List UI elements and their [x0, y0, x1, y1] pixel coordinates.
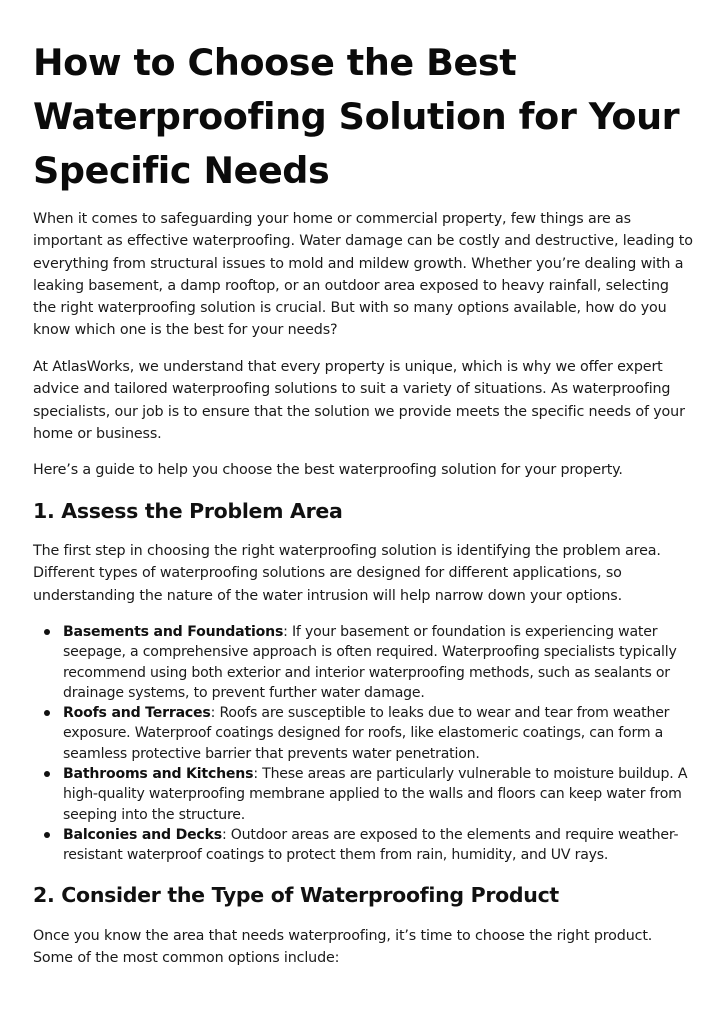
article-title: How to Choose the Best Waterproofing Solution for Your Specific Needs	[33, 41, 680, 192]
bullet-icon	[44, 710, 50, 716]
list-item	[33, 764, 693, 825]
list-item-text: : Outdoor areas are exposed to the elements and require weather-resistant waterproof coatings to protect them from rain, humidity, and UV rays.	[63, 826, 679, 864]
intro-paragraph-3: Here’s a guide to help you choose the best waterproofing solution for your property.	[33, 462, 623, 478]
list-item-text: : These areas are particularly vulnerable to moisture buildup. A high-quality waterproofing membrane applied to the walls and floors can keep water from seeping into the structure.	[63, 766, 688, 823]
list-item-term: Roofs and Terraces	[63, 705, 211, 722]
section-paragraph-assess: The first step in choosing the right waterproofing solution is identifying the problem area. Different types of waterproofing solutions are designed for different applications, so understanding the nature of the water intrusion will help narrow down your options.	[33, 543, 661, 604]
bullet-icon	[44, 832, 50, 838]
list-item	[33, 703, 693, 764]
section-paragraph-product-type: Once you know the area that needs waterproofing, it’s time to choose the right product. Some of the most common options include:	[33, 928, 653, 967]
intro-paragraph-2: At AtlasWorks, we understand that every property is unique, which is why we offer expert advice and tailored waterproofing solutions to suit a variety of situations. As waterproofing specialists, our job is to ensure that the solution we provide meets the specific needs of your home or business.	[33, 359, 685, 442]
list-item	[33, 825, 693, 866]
intro-paragraph-1: When it comes to safeguarding your home or commercial property, few things are as important as effective waterproofing. Water damage can be costly and destructive, leading to everything from structural issues to mold and mildew growth. Whether you’re dealing with a leaking basement, a damp rooftop, or an outdoor area exposed to heavy rainfall, selecting the right waterproofing solution is crucial. But with so many options available, how do you know which one is the best for your needs?	[33, 211, 693, 339]
list-item-text: : Roofs are susceptible to leaks due to wear and tear from weather exposure. Waterproof coatings designed for roofs, like elastomeric coatings, can form a seamless protective barrier that prevents water penetration.	[63, 705, 670, 762]
bullet-icon	[44, 629, 50, 635]
list-item-term: Balconies and Decks	[63, 826, 222, 843]
section-heading-product-type: 2. Consider the Type of Waterproofing Product	[33, 883, 559, 907]
list-item-text: : If your basement or foundation is experiencing water seepage, a comprehensive approach is often required. Waterproofing specialists typically recommend using both exterior and interior waterproofing methods, such as sealants or drainage systems, to prevent further water damage.	[63, 624, 677, 701]
problem-area-list	[33, 622, 693, 866]
bullet-icon	[44, 771, 50, 777]
list-item-term: Basements and Foundations	[63, 624, 284, 640]
list-item-term: Bathrooms and Kitchens	[63, 766, 254, 783]
list-item	[33, 622, 693, 703]
section-heading-assess: 1. Assess the Problem Area	[33, 499, 343, 523]
